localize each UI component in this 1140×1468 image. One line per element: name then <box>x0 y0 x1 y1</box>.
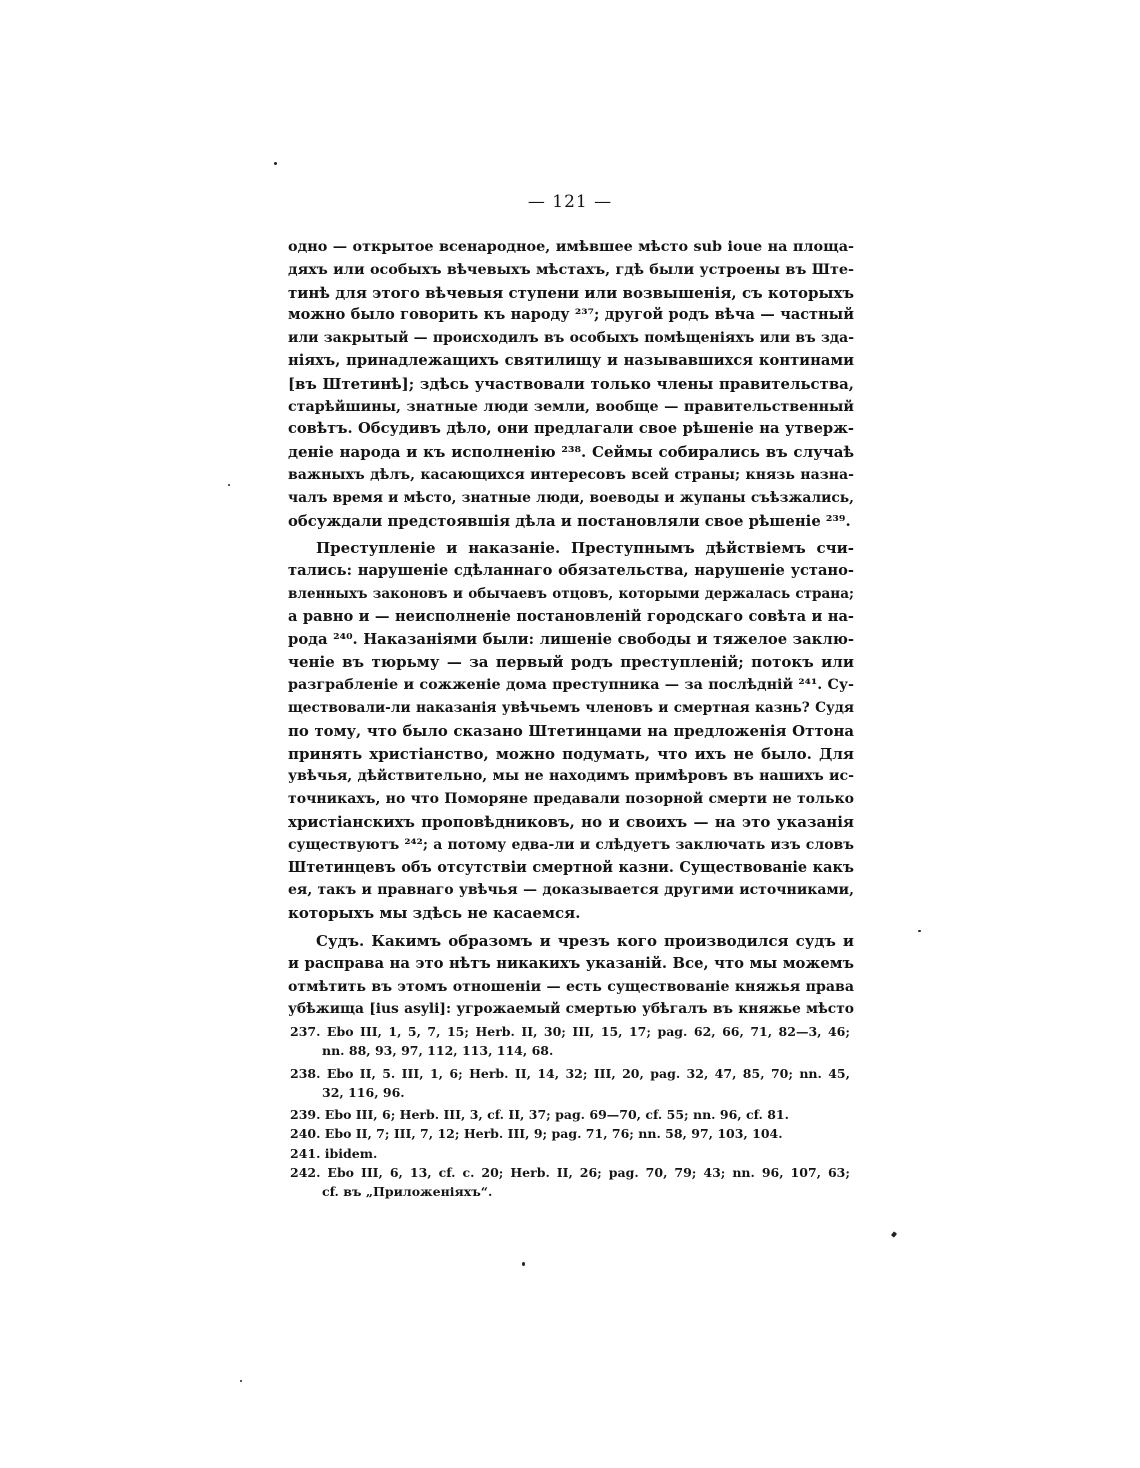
footnote-237-cont: nn. 88, 93, 97, 112, 113, 114, 68. <box>322 1043 554 1059</box>
text-line: важныхъ дѣлъ, касающихся интересовъ всей страны; князь назна- <box>288 466 854 483</box>
text-line: увѣчья, дѣйствительно, мы не находимъ примѣровъ въ нашихъ ис- <box>288 768 854 785</box>
text-line: принять христіанство, можно подумать, что ихъ не было. Для <box>288 744 854 763</box>
text-line: ніяхъ, принадлежащихъ святилищу и называвшихся континами <box>288 351 854 369</box>
footnote-242: 242. Ebo III, 6, 13, cf. c. 20; Herb. II, 26; pag. 70, 79; 43; nn. 96, 107, 63; <box>290 1165 850 1181</box>
text-line: или закрытый — происходилъ въ особыхъ помѣщеніяхъ или въ зда- <box>288 330 854 347</box>
text-line: деніе народа и къ исполненію ²³⁸. Сеймы собирались въ случаѣ <box>288 443 854 462</box>
text-line: старѣйшины, знатные люди земли, вообще — правительственный <box>288 398 854 415</box>
text-line: вленныхъ законовъ и обычаевъ отцовъ, которыми держалась страна; <box>288 585 854 602</box>
text-line: Преступленіе и наказаніе. Преступнымъ дѣйствіемъ счи- <box>316 539 854 558</box>
scan-speck <box>522 1262 525 1266</box>
text-line: можно было говорить къ народу ²³⁷; другой родъ вѣча — частный <box>288 306 854 324</box>
scan-speck <box>228 484 230 486</box>
text-line: тались: нарушеніе сдѣланнаго обязательства, нарушеніе устано- <box>288 562 854 580</box>
text-line: ществовали-ли наказанія увѣчьемъ членовъ и смертная казнь? Судя <box>288 699 854 716</box>
text-line: Штетинцевъ объ отсутствіи смертной казни. Существованіе какъ <box>288 858 854 876</box>
footnote-242-cont: cf. въ „Приложеніяхъ“. <box>322 1184 493 1200</box>
footnote-238-cont: 32, 116, 96. <box>322 1084 405 1100</box>
text-line: разграбленіе и сожженіе дома преступника — за послѣдній ²⁴¹. Су- <box>288 677 854 694</box>
text-line: существуютъ ²⁴²; а потому едва-ли и слѣдуетъ заключать изъ словъ <box>288 836 854 853</box>
text-line: чалъ время и мѣсто, знатные люди, воеводы и жупаны съѣзжались, <box>288 489 854 506</box>
text-line: убѣжища [ius asyli]: угрожаемый смертью убѣгалъ въ княжье мѣсто <box>288 1001 854 1018</box>
text-line: и расправа на это нѣтъ никакихъ указаній. Все, что мы можемъ <box>288 954 854 972</box>
footnote-237: 237. Ebo III, 1, 5, 7, 15; Herb. II, 30; III, 15, 17; pag. 62, 66, 71, 82—3, 46; <box>290 1024 850 1039</box>
footnote-238: 238. Ebo II, 5. III, 1, 6; Herb. II, 14, 32; III, 20, pag. 32, 47, 85, 70; nn. 45, <box>290 1065 850 1081</box>
text-line: одно — открытое всенародное, имѣвшее мѣсто sub ioue на площа- <box>288 238 854 255</box>
text-line: которыхъ мы здѣсь не касаемся. <box>288 904 581 923</box>
scan-speck <box>891 1231 897 1237</box>
text-line: дяхъ или особыхъ вѣчевыхъ мѣстахъ, гдѣ были устроены въ Ште- <box>288 260 854 278</box>
footnote-240: 240. Ebo II, 7; III, 7, 12; Herb. III, 9; pag. 71, 76; nn. 58, 97, 103, 104. <box>290 1126 783 1142</box>
text-line: тинѣ для этого вѣчевыя ступени или возвышенія, съ которыхъ <box>288 283 854 302</box>
footnotes <box>290 1022 850 1202</box>
scan-speck <box>240 1380 242 1382</box>
text-line: совѣтъ. Обсудивъ дѣло, они предлагали свое рѣшеніе на утверж- <box>288 420 854 438</box>
body-text <box>288 236 854 1021</box>
footnote-239: 239. Ebo III, 6; Herb. III, 3, cf. II, 37; pag. 69—70, cf. 55; nn. 96, cf. 81. <box>290 1107 789 1123</box>
text-line: ея, такъ и правнаго увѣчья — доказывается другими источниками, <box>288 882 854 899</box>
text-line: Судъ. Какимъ образомъ и чрезъ кого производился судъ и <box>316 931 854 950</box>
text-line: а равно и — неисполненіе постановленій городскаго совѣта и на- <box>288 607 854 625</box>
text-line: [въ Штетинѣ]; здѣсь участвовали только члены правительства, <box>288 374 854 393</box>
text-line: ченіе въ тюрьму — за первый родъ преступленій; потокъ или <box>288 653 854 672</box>
text-line: обсуждали предстоявшія дѣла и постановляли свое рѣшеніе ²³⁹. <box>288 511 851 530</box>
text-line: рода ²⁴⁰. Наказаніями были: лишеніе свободы и тяжелое заклю- <box>288 630 854 648</box>
text-line: точникахъ, но что Поморяне предавали позорной смерти не только <box>288 791 854 808</box>
page-number: — 121 — <box>527 192 613 212</box>
text-line: христіанскихъ проповѣдниковъ, но и своихъ — на это указанія <box>288 812 854 831</box>
footnote-241: 241. ibidem. <box>290 1145 378 1161</box>
text-line: по тому, что было сказано Штетинцами на предложенія Оттона <box>288 721 854 740</box>
scan-speck <box>274 162 277 165</box>
text-line: отмѣтить въ этомъ отношеніи — есть существованіе княжья права <box>288 978 854 995</box>
scan-speck <box>918 930 921 932</box>
